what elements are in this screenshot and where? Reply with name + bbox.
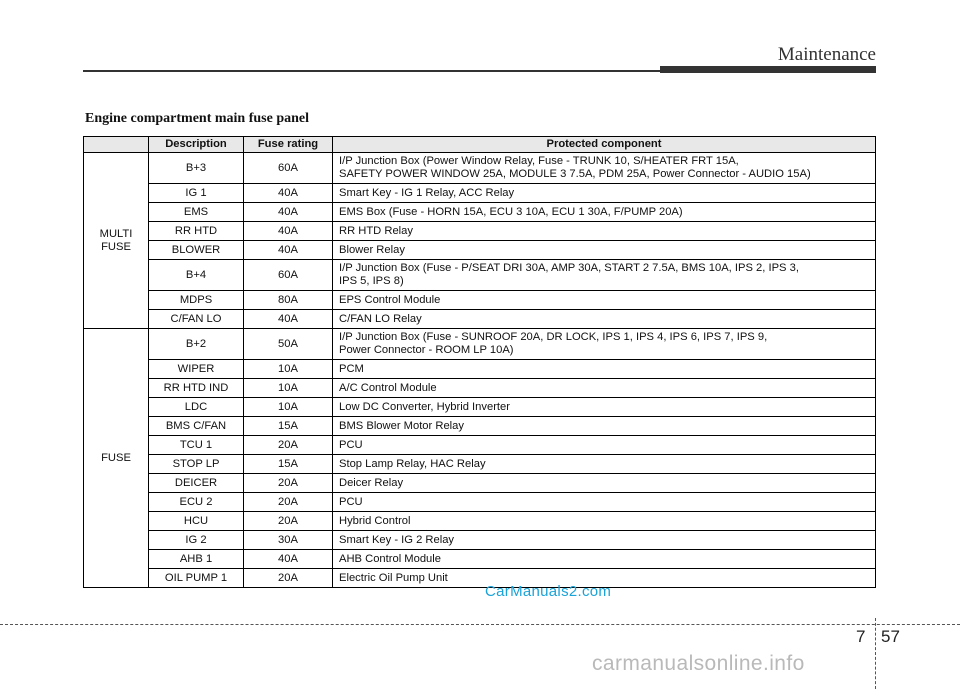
fuse-description: BLOWER [149,241,244,260]
fuse-description: IG 1 [149,184,244,203]
fuse-rating: 20A [244,512,333,531]
table-row [84,222,876,241]
table-row [84,153,876,184]
header-rule-thick [660,66,876,73]
fuse-rating: 40A [244,310,333,329]
protected-component: PCM [333,360,876,379]
fuse-description: AHB 1 [149,550,244,569]
table-row [84,291,876,310]
fuse-description: WIPER [149,360,244,379]
protected-component: Low DC Converter, Hybrid Inverter [333,398,876,417]
fuse-rating: 40A [244,203,333,222]
fuse-description: HCU [149,512,244,531]
fuse-rating: 20A [244,436,333,455]
fuse-description: TCU 1 [149,436,244,455]
page-header-title: Maintenance [777,44,876,65]
fuse-description: OIL PUMP 1 [149,569,244,588]
fuse-rating: 60A [244,153,333,184]
column-header-rating: Fuse rating [244,137,333,153]
fuse-description: RR HTD [149,222,244,241]
fuse-description: EMS [149,203,244,222]
table-row [84,493,876,512]
page-divider [875,618,876,689]
protected-component: I/P Junction Box (Fuse - SUNROOF 20A, DR LOCK, IPS 1, IPS 4, IPS 6, IPS 7, IPS 9, Power Connector - ROOM LP 10A) [333,329,876,360]
footer-rule [0,624,960,625]
protected-component: Smart Key - IG 1 Relay, ACC Relay [333,184,876,203]
table-row [84,203,876,222]
watermark-carmanuals: CarManuals2.com [485,583,612,600]
fuse-rating: 50A [244,329,333,360]
fuse-rating: 30A [244,531,333,550]
page-number: 57 [881,627,900,646]
fuse-rating: 10A [244,398,333,417]
fuse-group-label: FUSE [84,329,149,588]
protected-component: A/C Control Module [333,379,876,398]
protected-component: C/FAN LO Relay [333,310,876,329]
table-row [84,455,876,474]
table-row [84,417,876,436]
fuse-rating: 40A [244,184,333,203]
footer-brand: carmanualsonline.info [592,652,805,675]
column-header-group [84,137,149,153]
table-row [84,569,876,588]
table-row [84,550,876,569]
chapter-number: 7 [856,627,866,646]
fuse-rating: 20A [244,493,333,512]
protected-component: I/P Junction Box (Power Window Relay, Fuse - TRUNK 10, S/HEATER FRT 15A, SAFETY POWER WINDOW 25A, MODULE 3 7.5A, PDM 25A, Power Connector - AUDIO 15A) [333,153,876,184]
table-row [84,360,876,379]
protected-component: I/P Junction Box (Fuse - P/SEAT DRI 30A, AMP 30A, START 2 7.5A, BMS 10A, IPS 2, IPS 3, IPS 5, IPS 8) [333,260,876,291]
fuse-description: LDC [149,398,244,417]
protected-component: Deicer Relay [333,474,876,493]
fuse-description: C/FAN LO [149,310,244,329]
fuse-rating: 40A [244,222,333,241]
protected-component: Smart Key - IG 2 Relay [333,531,876,550]
column-header-protected: Protected component [333,137,876,153]
fuse-rating: 20A [244,474,333,493]
table-row [84,184,876,203]
protected-component: PCU [333,436,876,455]
protected-component: Blower Relay [333,241,876,260]
fuse-table [83,136,876,588]
fuse-description: STOP LP [149,455,244,474]
fuse-rating: 15A [244,455,333,474]
section-title: Engine compartment main fuse panel [85,111,309,126]
table-row [84,241,876,260]
fuse-description: BMS C/FAN [149,417,244,436]
table-row [84,260,876,291]
fuse-rating: 20A [244,569,333,588]
table-row [84,436,876,455]
protected-component: EPS Control Module [333,291,876,310]
table-row [84,398,876,417]
protected-component: PCU [333,493,876,512]
fuse-description: B+2 [149,329,244,360]
table-header-row [84,137,876,153]
table-row [84,512,876,531]
fuse-description: ECU 2 [149,493,244,512]
fuse-description: B+4 [149,260,244,291]
fuse-rating: 40A [244,550,333,569]
fuse-description: DEICER [149,474,244,493]
fuse-rating: 10A [244,360,333,379]
fuse-description: RR HTD IND [149,379,244,398]
fuse-description: B+3 [149,153,244,184]
fuse-rating: 60A [244,260,333,291]
protected-component: EMS Box (Fuse - HORN 15A, ECU 3 10A, ECU 1 30A, F/PUMP 20A) [333,203,876,222]
fuse-rating: 10A [244,379,333,398]
protected-component: RR HTD Relay [333,222,876,241]
header-rule-thin [83,70,660,72]
fuse-rating: 15A [244,417,333,436]
protected-component: BMS Blower Motor Relay [333,417,876,436]
protected-component: AHB Control Module [333,550,876,569]
protected-component: Stop Lamp Relay, HAC Relay [333,455,876,474]
fuse-rating: 40A [244,241,333,260]
column-header-description: Description [149,137,244,153]
fuse-group-label: MULTI FUSE [84,153,149,329]
fuse-rating: 80A [244,291,333,310]
protected-component: Electric Oil Pump Unit [333,569,876,588]
table-row [84,329,876,360]
fuse-description: MDPS [149,291,244,310]
table-row [84,474,876,493]
protected-component: Hybrid Control [333,512,876,531]
table-row [84,310,876,329]
table-row [84,531,876,550]
table-row [84,379,876,398]
fuse-description: IG 2 [149,531,244,550]
